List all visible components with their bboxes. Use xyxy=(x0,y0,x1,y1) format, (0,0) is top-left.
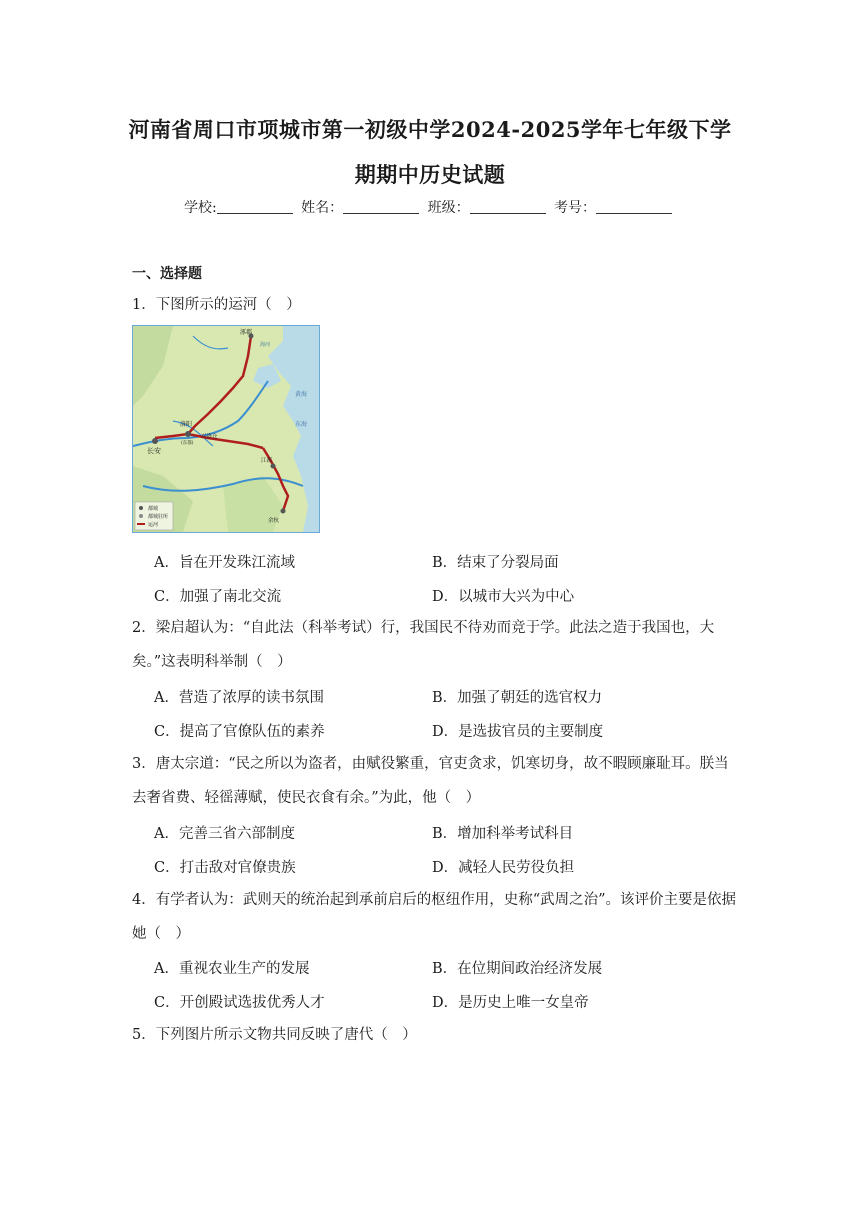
question-2-stem: 2．梁启超认为：“自此法（科举考试）行，我国民不待劝而竞于学。此法之造于我国也，大矣。”这表明科举制（ ） xyxy=(132,620,715,670)
q3-option-b[interactable]: B．增加科举考试科目 xyxy=(432,826,574,842)
school-label: 学校: xyxy=(183,200,217,216)
grand-canal-map xyxy=(132,325,320,533)
class-blank[interactable] xyxy=(470,199,546,214)
q2-option-d[interactable]: D．是选拔官员的主要制度 xyxy=(432,724,604,740)
legend-capital: 都城 xyxy=(148,506,159,512)
exam-no-label: 考号： xyxy=(554,200,597,216)
q2-option-b[interactable]: B．加强了朝廷的选官权力 xyxy=(432,690,603,706)
q4-option-b[interactable]: B．在位期间政治经济发展 xyxy=(432,961,603,977)
question-5-stem: 5．下列图片所示文物共同反映了唐代（ ） xyxy=(132,1027,417,1043)
q1-option-d[interactable]: D．以城市大兴为中心 xyxy=(432,589,575,605)
map-label-haihe: 海河 xyxy=(260,342,271,348)
q2-option-a[interactable]: A．营造了浓厚的读书氛围 xyxy=(154,690,324,706)
document-title-line1: 河南省周口市项城市第一初级中学2024-2025学年七年级下学 xyxy=(128,117,732,142)
q4-option-d[interactable]: D．是历史上唯一女皇帝 xyxy=(432,995,589,1011)
legend-capital-seat: 都城驻所 xyxy=(148,514,169,520)
legend-canal: 运河 xyxy=(148,522,159,528)
q1-option-a[interactable]: A．旨在开发珠江流域 xyxy=(154,555,295,571)
map-label-huanghai: 黄海 xyxy=(295,391,308,398)
school-blank[interactable] xyxy=(217,199,293,214)
map-label-luoyang: 洛阳 xyxy=(180,421,193,428)
q3-option-d[interactable]: D．减轻人民劳役负担 xyxy=(432,860,575,876)
q1-option-c[interactable]: C．加强了南北交流 xyxy=(154,589,282,605)
name-label: 姓名： xyxy=(301,200,344,216)
map-label-jiangdu: 江都 xyxy=(261,458,273,464)
document-title-line2: 期期中历史试题 xyxy=(354,162,506,187)
map-label-xingluocang: 兴洛仓 xyxy=(201,434,218,440)
map-label-donghai: 东海 xyxy=(295,421,308,428)
name-blank[interactable] xyxy=(343,199,419,214)
q4-option-a[interactable]: A．重视农业生产的发展 xyxy=(154,961,310,977)
class-label: 班级： xyxy=(427,200,470,216)
q3-option-a[interactable]: A．完善三省六部制度 xyxy=(154,826,295,842)
student-info-line xyxy=(0,197,860,217)
q2-option-c[interactable]: C．提高了官僚队伍的素养 xyxy=(154,724,325,740)
exam-no-blank[interactable] xyxy=(596,199,672,214)
map-label-changan: 长安 xyxy=(147,447,161,455)
question-3-stem: 3．唐太宗道：“民之所以为盗者，由赋役繁重，官吏贪求，饥寒切身，故不暇顾廉耻耳。朕当去奢省费、轻徭薄赋，使民衣食有余。”为此，他（ ） xyxy=(132,756,729,806)
q3-option-c[interactable]: C．打击敌对官僚贵族 xyxy=(154,860,296,876)
q4-option-c[interactable]: C．开创殿试选拔优秀人才 xyxy=(154,995,325,1011)
map-label-yuhang: 余杭 xyxy=(268,518,280,524)
section-heading: 一、选择题 xyxy=(132,266,202,282)
q1-option-b[interactable]: B．结束了分裂局面 xyxy=(432,555,559,571)
question-1-stem: 1．下图所示的运河（ ） xyxy=(132,297,301,313)
map-label-dongdu: (东都) xyxy=(181,441,194,446)
map-label-zhuojun: 涿郡 xyxy=(240,329,253,336)
question-4-stem: 4．有学者认为：武则天的统治起到承前启后的枢纽作用，史称“武周之治”。该评价主要是依据她（ ） xyxy=(132,892,737,942)
